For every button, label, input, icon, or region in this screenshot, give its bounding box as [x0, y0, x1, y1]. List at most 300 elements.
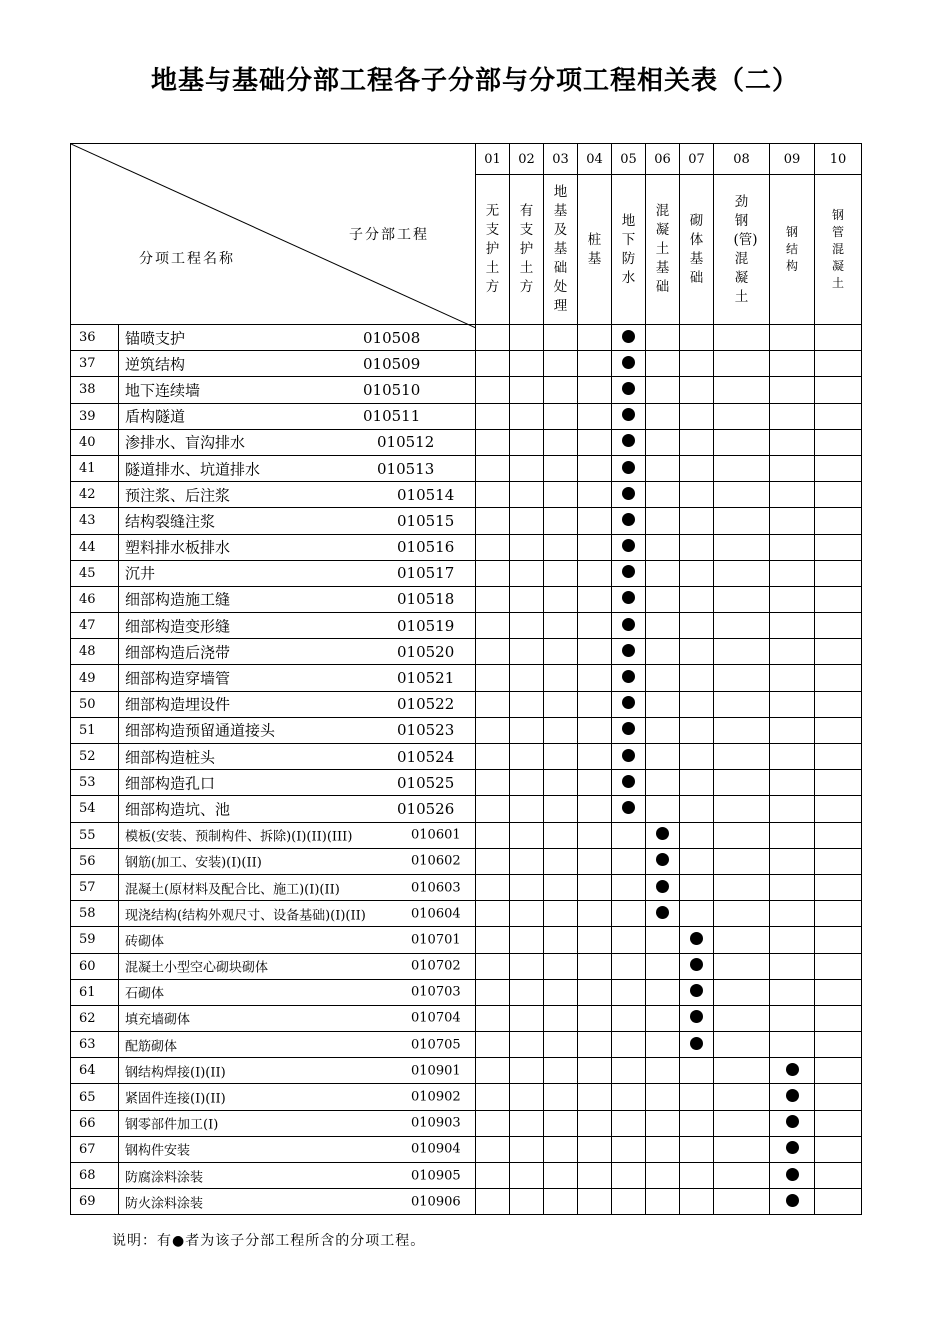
- mark-cell: [544, 534, 578, 560]
- bullet-icon: [656, 906, 669, 919]
- mark-cell: [680, 429, 714, 455]
- mark-cell: [476, 770, 510, 796]
- bullet-icon: [622, 775, 635, 788]
- item-name: 细部构造坑、池: [125, 800, 231, 819]
- item-cell: [119, 508, 476, 534]
- mark-cell: [770, 1005, 815, 1031]
- column-code-03: 03: [544, 144, 578, 175]
- mark-cell: [476, 351, 510, 377]
- item-cell: [119, 325, 476, 351]
- mark-cell: [770, 351, 815, 377]
- mark-cell: [770, 560, 815, 586]
- mark-cell: [544, 1005, 578, 1031]
- mark-cell: [714, 927, 770, 953]
- mark-cell: [612, 403, 646, 429]
- mark-cell: [714, 874, 770, 900]
- mark-cell: [680, 1032, 714, 1058]
- item-code: 010515: [397, 511, 455, 530]
- column-name-10: [815, 175, 862, 325]
- table-row: [71, 377, 862, 403]
- column-name-text: 钢结构: [785, 225, 798, 273]
- mark-cell: [815, 377, 862, 403]
- row-number: 68: [71, 1163, 119, 1189]
- mark-cell: [646, 325, 680, 351]
- mark-cell: [510, 770, 544, 796]
- mark-cell: [714, 1032, 770, 1058]
- mark-cell: [578, 1084, 612, 1110]
- mark-cell: [544, 613, 578, 639]
- corner-header-cell: [71, 144, 476, 325]
- mark-cell: [646, 1058, 680, 1084]
- item-code: 010604: [411, 906, 461, 922]
- column-name-text: 混凝土基础: [655, 203, 670, 295]
- item-code: 010526: [397, 799, 455, 818]
- item-code: 010509: [363, 354, 421, 373]
- mark-cell: [815, 744, 862, 770]
- mark-cell: [680, 534, 714, 560]
- mark-cell: [770, 1032, 815, 1058]
- table-row: [71, 927, 862, 953]
- column-name-text: 无支护土方: [485, 203, 500, 295]
- mark-cell: [578, 796, 612, 822]
- mark-cell: [578, 1110, 612, 1136]
- mark-cell: [770, 874, 815, 900]
- mark-cell: [578, 534, 612, 560]
- mark-cell: [578, 351, 612, 377]
- mark-cell: [815, 1110, 862, 1136]
- mark-cell: [612, 1032, 646, 1058]
- mark-cell: [476, 979, 510, 1005]
- item-code: 010523: [397, 721, 455, 740]
- item-name: 砖砌体: [125, 934, 165, 950]
- row-number: 47: [71, 613, 119, 639]
- mark-cell: [815, 1189, 862, 1215]
- mark-cell: [680, 1110, 714, 1136]
- mark-cell: [680, 927, 714, 953]
- bullet-icon: [622, 644, 635, 657]
- item-name: 锚喷支护: [125, 329, 186, 348]
- bullet-icon: [786, 1089, 799, 1102]
- mark-cell: [646, 901, 680, 927]
- mark-cell: [646, 455, 680, 481]
- mark-cell: [815, 1032, 862, 1058]
- mark-cell: [476, 508, 510, 534]
- mark-cell: [476, 429, 510, 455]
- mark-cell: [510, 848, 544, 874]
- bullet-icon: [656, 827, 669, 840]
- item-code: 010701: [411, 932, 461, 948]
- mark-cell: [770, 1084, 815, 1110]
- mark-cell: [476, 639, 510, 665]
- column-name-07: [680, 175, 714, 325]
- bullet-icon: [622, 591, 635, 604]
- table-row: [71, 1189, 862, 1215]
- mark-cell: [646, 979, 680, 1005]
- mark-cell: [680, 377, 714, 403]
- mark-cell: [770, 770, 815, 796]
- mark-cell: [476, 1163, 510, 1189]
- mark-cell: [612, 377, 646, 403]
- item-cell: [119, 482, 476, 508]
- mark-cell: [578, 1058, 612, 1084]
- table-row: [71, 1136, 862, 1162]
- row-number: 61: [71, 979, 119, 1005]
- mark-cell: [815, 534, 862, 560]
- bullet-icon: [690, 1010, 703, 1023]
- item-cell: [119, 639, 476, 665]
- bullet-icon: [690, 984, 703, 997]
- item-code: 010511: [363, 407, 421, 426]
- mark-cell: [510, 1163, 544, 1189]
- mark-cell: [476, 403, 510, 429]
- column-name-06: [646, 175, 680, 325]
- mark-cell: [714, 455, 770, 481]
- mark-cell: [680, 822, 714, 848]
- table-row: [71, 403, 862, 429]
- mark-cell: [476, 482, 510, 508]
- mark-cell: [770, 639, 815, 665]
- item-code: 010518: [397, 590, 455, 609]
- mark-cell: [510, 613, 544, 639]
- item-cell: [119, 874, 476, 900]
- item-code: 010902: [411, 1089, 461, 1105]
- mark-cell: [770, 1110, 815, 1136]
- mark-cell: [612, 508, 646, 534]
- mark-cell: [510, 1058, 544, 1084]
- bullet-icon: [690, 1037, 703, 1050]
- mark-cell: [770, 691, 815, 717]
- mark-cell: [714, 403, 770, 429]
- mark-cell: [544, 429, 578, 455]
- mark-cell: [510, 1189, 544, 1215]
- mark-cell: [714, 953, 770, 979]
- item-code: 010601: [411, 827, 461, 843]
- mark-cell: [770, 325, 815, 351]
- mark-cell: [815, 586, 862, 612]
- mark-cell: [510, 639, 544, 665]
- mark-cell: [646, 1005, 680, 1031]
- row-number: 44: [71, 534, 119, 560]
- relation-table: [70, 143, 862, 1215]
- mark-cell: [714, 1110, 770, 1136]
- mark-cell: [714, 351, 770, 377]
- mark-cell: [476, 325, 510, 351]
- mark-cell: [770, 1163, 815, 1189]
- mark-cell: [714, 717, 770, 743]
- mark-cell: [646, 639, 680, 665]
- item-name: 模板(安装、预制构件、拆除)(I)(II)(III): [125, 829, 353, 845]
- mark-cell: [680, 979, 714, 1005]
- mark-cell: [770, 534, 815, 560]
- mark-cell: [578, 744, 612, 770]
- mark-cell: [476, 744, 510, 770]
- item-name: 隧道排水、坑道排水: [125, 460, 261, 479]
- mark-cell: [815, 1005, 862, 1031]
- item-code: 010520: [397, 642, 455, 661]
- item-name: 预注浆、后注浆: [125, 486, 231, 505]
- mark-cell: [714, 377, 770, 403]
- table-row: [71, 325, 862, 351]
- item-name: 钢筋(加工、安装)(I)(II): [125, 855, 262, 871]
- item-code: 010705: [411, 1037, 461, 1053]
- item-code: 010703: [411, 984, 461, 1000]
- item-cell: [119, 403, 476, 429]
- table-row: [71, 874, 862, 900]
- mark-cell: [578, 665, 612, 691]
- row-number: 54: [71, 796, 119, 822]
- table-row: [71, 455, 862, 481]
- row-number: 63: [71, 1032, 119, 1058]
- mark-cell: [680, 874, 714, 900]
- mark-cell: [815, 455, 862, 481]
- row-number: 55: [71, 822, 119, 848]
- mark-cell: [714, 1136, 770, 1162]
- row-number: 39: [71, 403, 119, 429]
- mark-cell: [510, 744, 544, 770]
- mark-cell: [510, 1032, 544, 1058]
- mark-cell: [578, 822, 612, 848]
- mark-cell: [544, 325, 578, 351]
- mark-cell: [476, 953, 510, 979]
- bullet-icon: [622, 696, 635, 709]
- mark-cell: [680, 455, 714, 481]
- mark-cell: [578, 1136, 612, 1162]
- column-code-06: 06: [646, 144, 680, 175]
- item-code: 010603: [411, 880, 461, 896]
- row-number: 64: [71, 1058, 119, 1084]
- mark-cell: [815, 665, 862, 691]
- mark-cell: [770, 482, 815, 508]
- mark-cell: [680, 586, 714, 612]
- mark-cell: [770, 822, 815, 848]
- mark-cell: [612, 1110, 646, 1136]
- bullet-icon: [622, 461, 635, 474]
- mark-cell: [770, 927, 815, 953]
- table-row: [71, 1110, 862, 1136]
- mark-cell: [578, 979, 612, 1005]
- mark-cell: [680, 1005, 714, 1031]
- item-cell: [119, 901, 476, 927]
- column-code-04: 04: [578, 144, 612, 175]
- item-name: 细部构造预留通道接头: [125, 721, 276, 740]
- bullet-icon: [622, 722, 635, 735]
- item-name: 沉井: [125, 564, 156, 583]
- item-name: 盾构隧道: [125, 407, 186, 426]
- item-code: 010516: [397, 538, 455, 557]
- mark-cell: [680, 901, 714, 927]
- mark-cell: [646, 691, 680, 717]
- mark-cell: [578, 953, 612, 979]
- mark-cell: [510, 377, 544, 403]
- mark-cell: [770, 1189, 815, 1215]
- mark-cell: [476, 455, 510, 481]
- mark-cell: [612, 796, 646, 822]
- mark-cell: [646, 1110, 680, 1136]
- mark-cell: [646, 744, 680, 770]
- item-name: 防火涂料涂装: [125, 1196, 204, 1212]
- mark-cell: [714, 560, 770, 586]
- column-name-text: 钢管混凝土: [831, 208, 844, 290]
- mark-cell: [578, 403, 612, 429]
- mark-cell: [612, 770, 646, 796]
- item-cell: [119, 1005, 476, 1031]
- mark-cell: [646, 508, 680, 534]
- table-row: [71, 1084, 862, 1110]
- mark-cell: [510, 351, 544, 377]
- mark-cell: [476, 874, 510, 900]
- bullet-icon: [690, 958, 703, 971]
- mark-cell: [815, 429, 862, 455]
- mark-cell: [476, 927, 510, 953]
- item-cell: [119, 1110, 476, 1136]
- mark-cell: [476, 822, 510, 848]
- mark-cell: [510, 1110, 544, 1136]
- table-row: [71, 848, 862, 874]
- mark-cell: [544, 455, 578, 481]
- item-name: 塑料排水板排水: [125, 538, 231, 557]
- bullet-icon: [622, 356, 635, 369]
- mark-cell: [578, 1005, 612, 1031]
- mark-cell: [578, 848, 612, 874]
- table-row: [71, 1058, 862, 1084]
- mark-cell: [680, 665, 714, 691]
- column-code-row: [71, 144, 862, 175]
- mark-cell: [680, 1189, 714, 1215]
- table-row: [71, 744, 862, 770]
- mark-cell: [510, 979, 544, 1005]
- table-row: [71, 691, 862, 717]
- mark-cell: [815, 822, 862, 848]
- item-name: 渗排水、盲沟排水: [125, 433, 246, 452]
- mark-cell: [544, 744, 578, 770]
- column-name-04: [578, 175, 612, 325]
- item-cell: [119, 455, 476, 481]
- item-code: 010602: [411, 853, 461, 869]
- mark-cell: [510, 901, 544, 927]
- row-number: 42: [71, 482, 119, 508]
- table-note: 说明：有●者为该子分部工程所含的分项工程。: [112, 1233, 426, 1249]
- table-row: [71, 482, 862, 508]
- mark-cell: [770, 455, 815, 481]
- mark-cell: [770, 979, 815, 1005]
- item-code: 010522: [397, 695, 455, 714]
- item-code: 010512: [377, 433, 435, 452]
- mark-cell: [680, 953, 714, 979]
- table-row: [71, 429, 862, 455]
- mark-cell: [815, 482, 862, 508]
- page-title: 地基与基础分部工程各子分部与分项工程相关表（二）: [150, 66, 799, 96]
- mark-cell: [646, 1084, 680, 1110]
- mark-cell: [770, 508, 815, 534]
- mark-cell: [544, 874, 578, 900]
- mark-cell: [612, 874, 646, 900]
- bullet-icon: [786, 1194, 799, 1207]
- item-cell: [119, 796, 476, 822]
- column-code-09: 09: [770, 144, 815, 175]
- column-name-03: [544, 175, 578, 325]
- mark-cell: [770, 665, 815, 691]
- item-cell: [119, 1058, 476, 1084]
- column-name-text: 桩基: [587, 231, 602, 267]
- corner-label-subdivision: 子分部工程: [349, 227, 429, 243]
- mark-cell: [770, 1136, 815, 1162]
- item-cell: [119, 1136, 476, 1162]
- table-row: [71, 1005, 862, 1031]
- mark-cell: [815, 717, 862, 743]
- item-cell: [119, 1032, 476, 1058]
- mark-cell: [612, 744, 646, 770]
- mark-cell: [544, 351, 578, 377]
- mark-cell: [714, 613, 770, 639]
- item-cell: [119, 1189, 476, 1215]
- mark-cell: [680, 1058, 714, 1084]
- mark-cell: [770, 953, 815, 979]
- row-number: 46: [71, 586, 119, 612]
- bullet-icon: [622, 670, 635, 683]
- mark-cell: [612, 639, 646, 665]
- mark-cell: [544, 560, 578, 586]
- mark-cell: [714, 534, 770, 560]
- item-cell: [119, 744, 476, 770]
- mark-cell: [612, 560, 646, 586]
- table-row: [71, 534, 862, 560]
- item-cell: [119, 377, 476, 403]
- mark-cell: [815, 351, 862, 377]
- item-code: 010904: [411, 1141, 461, 1157]
- mark-cell: [544, 377, 578, 403]
- bullet-icon: [656, 880, 669, 893]
- item-name: 细部构造后浇带: [125, 643, 231, 662]
- row-number: 36: [71, 325, 119, 351]
- mark-cell: [476, 534, 510, 560]
- item-cell: [119, 691, 476, 717]
- mark-cell: [612, 1005, 646, 1031]
- bullet-icon: [622, 330, 635, 343]
- item-cell: [119, 979, 476, 1005]
- column-name-text: 地基及基础处理: [553, 184, 568, 314]
- item-cell: [119, 717, 476, 743]
- mark-cell: [680, 560, 714, 586]
- mark-cell: [714, 1163, 770, 1189]
- column-name-text: 地下防水: [621, 212, 636, 286]
- row-number: 40: [71, 429, 119, 455]
- mark-cell: [476, 796, 510, 822]
- mark-cell: [646, 1163, 680, 1189]
- mark-cell: [612, 1084, 646, 1110]
- item-cell: [119, 822, 476, 848]
- row-number: 67: [71, 1136, 119, 1162]
- row-number: 50: [71, 691, 119, 717]
- bullet-icon: [622, 539, 635, 552]
- item-code: 010702: [411, 958, 461, 974]
- mark-cell: [815, 796, 862, 822]
- item-name: 细部构造变形缝: [125, 617, 231, 636]
- table-row: [71, 560, 862, 586]
- mark-cell: [544, 979, 578, 1005]
- column-code-07: 07: [680, 144, 714, 175]
- mark-cell: [510, 1084, 544, 1110]
- mark-cell: [815, 1136, 862, 1162]
- column-code-08: 08: [714, 144, 770, 175]
- table-row: [71, 979, 862, 1005]
- table-row: [71, 770, 862, 796]
- item-cell: [119, 927, 476, 953]
- mark-cell: [646, 482, 680, 508]
- bullet-icon: [690, 932, 703, 945]
- mark-cell: [815, 1163, 862, 1189]
- row-number: 37: [71, 351, 119, 377]
- mark-cell: [680, 508, 714, 534]
